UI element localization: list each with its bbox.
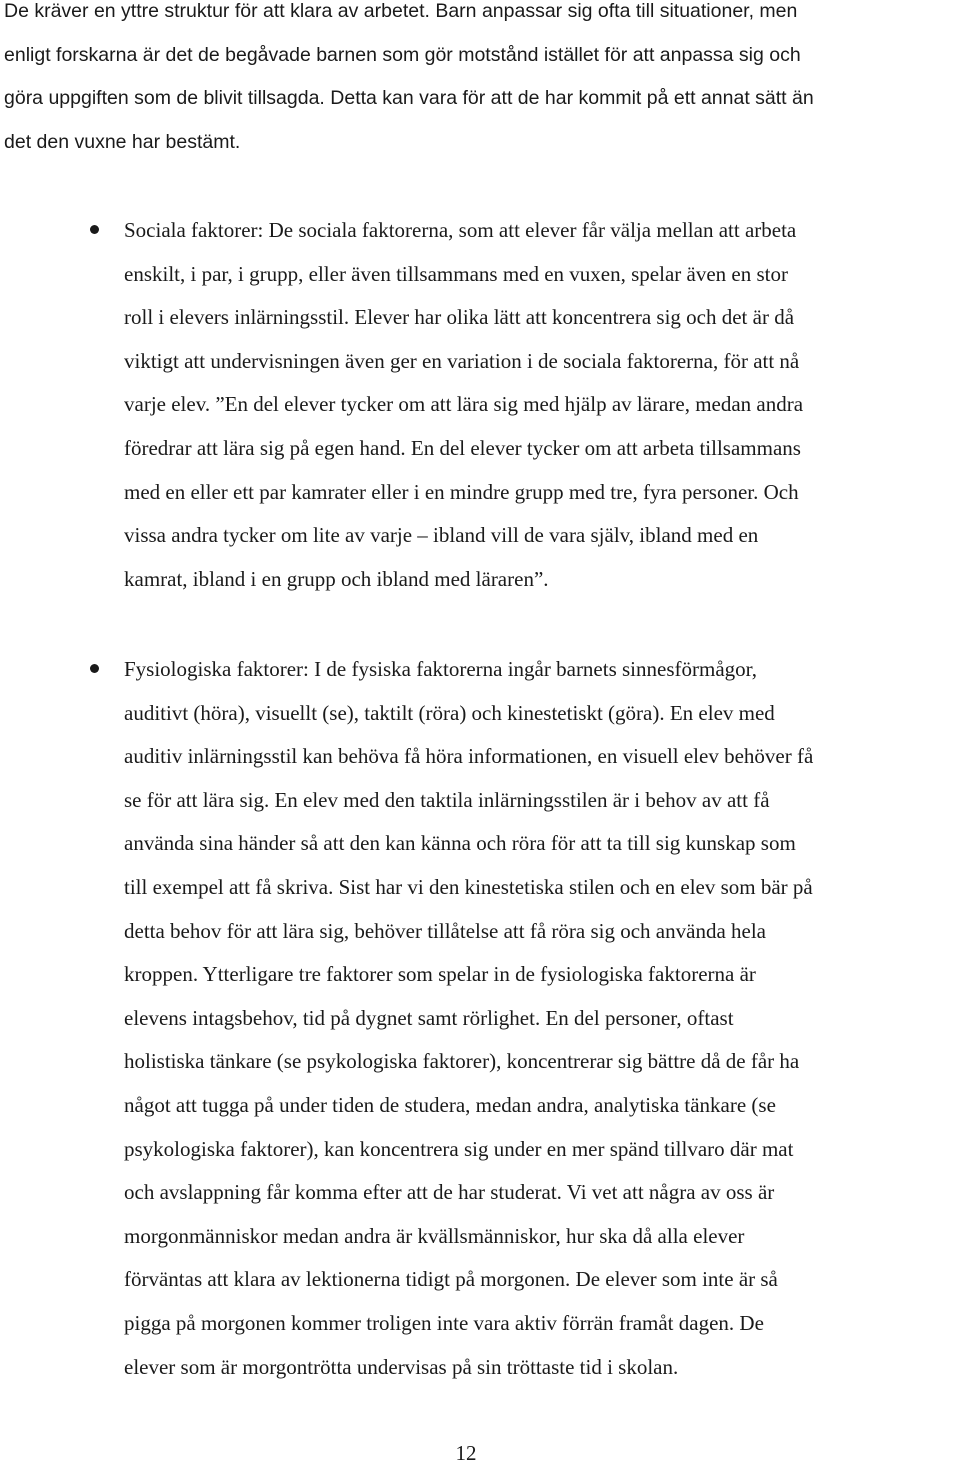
text-line: förväntas att klara av lektionerna tidigt på morgonen. De elever som inte är så — [124, 1267, 778, 1292]
text-line: viktigt att undervisningen även ger en variation i de sociala faktorerna, för att nå — [124, 348, 800, 373]
bullet-point-icon — [90, 225, 99, 234]
text-line: varje elev. ”En del elever tycker om att lära sig med hjälp av lärare, medan andra — [124, 392, 804, 417]
text-line: något att tugga på under tiden de studera, medan andra, analytiska tänkare (se — [124, 1092, 776, 1117]
text-line: pigga på morgonen kommer troligen inte vara aktiv förrän framåt dagen. De — [124, 1310, 764, 1335]
text-line: och avslappning får komma efter att de har studerat. Vi vet att några av oss är — [124, 1180, 775, 1205]
social-factors-paragraph — [124, 209, 960, 601]
text-line: vissa andra tycker om lite av varje – ibland vill de vara själv, ibland med en — [124, 523, 759, 548]
text-line: till exempel att få skriva. Sist har vi den kinestetiska stilen och en elev som bär på — [124, 874, 813, 899]
text-line: roll i elevers inlärningsstil. Elever har olika lätt att koncentrera sig och det är då — [124, 305, 795, 330]
text-line: morgonmänniskor medan andra är kvällsmänniskor, hur ska då alla elever — [124, 1223, 745, 1248]
text-line: De kräver en yttre struktur för att klara av arbetet. Barn anpassar sig ofta till situationer, men — [4, 0, 798, 22]
text-line: detta behov för att lära sig, behöver tillåtelse att få röra sig och använda hela — [124, 918, 766, 943]
text-line: göra uppgiften som de blivit tillsagda. Detta kan vara för att de har kommit på ett annat sätt än — [4, 87, 814, 110]
text-line: auditiv inlärningsstil kan behöva få höra informationen, en visuell elev behöver få — [124, 744, 814, 769]
text-line: kamrat, ibland i en grupp och ibland med läraren”. — [124, 566, 549, 591]
text-line: använda sina händer så att den kan känna och röra för att ta till sig kunskap som — [124, 831, 796, 856]
intro-paragraph — [4, 0, 956, 164]
text-line: elever som är morgontrötta undervisas på sin tröttaste tid i skolan. — [124, 1354, 679, 1379]
text-line: holistiska tänkare (se psykologiska faktorer), koncentrerar sig bättre då de får ha — [124, 1049, 800, 1074]
text-line: Fysiologiska faktorer: I de fysiska faktorerna ingår barnets sinnesförmågor, — [124, 657, 758, 681]
text-line: enskilt, i par, i grupp, eller även tillsammans med en vuxen, spelar även en stor — [124, 261, 788, 286]
text-line: med en eller ett par kamrater eller i en mindre grupp med tre, fyra personer. Och — [124, 479, 799, 504]
text-line: föredrar att lära sig på egen hand. En del elever tycker om att arbeta tillsammans — [124, 435, 801, 460]
physiological-factors-paragraph — [124, 648, 960, 1389]
text-line: se för att lära sig. En elev med den taktila inlärningsstilen är i behov av att få — [124, 787, 770, 812]
text-line: det den vuxne har bestämt. — [4, 130, 241, 153]
text-line: auditivt (höra), visuellt (se), taktilt (röra) och kinestetiskt (göra). En elev med — [124, 700, 775, 725]
text-line: kroppen. Ytterligare tre faktorer som spelar in de fysiologiska faktorerna är — [124, 962, 756, 987]
text-line: psykologiska faktorer), kan koncentrera sig under en mer spänd tillvaro där mat — [124, 1136, 794, 1161]
bullet-point-icon — [90, 664, 99, 673]
page-number: 12 — [455, 1441, 477, 1465]
text-line: enligt forskarna är det de begåvade barnen som gör motstånd istället för att anpassa sig och — [4, 43, 801, 66]
text-line: Sociala faktorer: De sociala faktorerna, som att elever får välja mellan att arbeta — [124, 218, 797, 242]
text-line: elevens intagsbehov, tid på dygnet samt rörlighet. En del personer, oftast — [124, 1005, 734, 1030]
